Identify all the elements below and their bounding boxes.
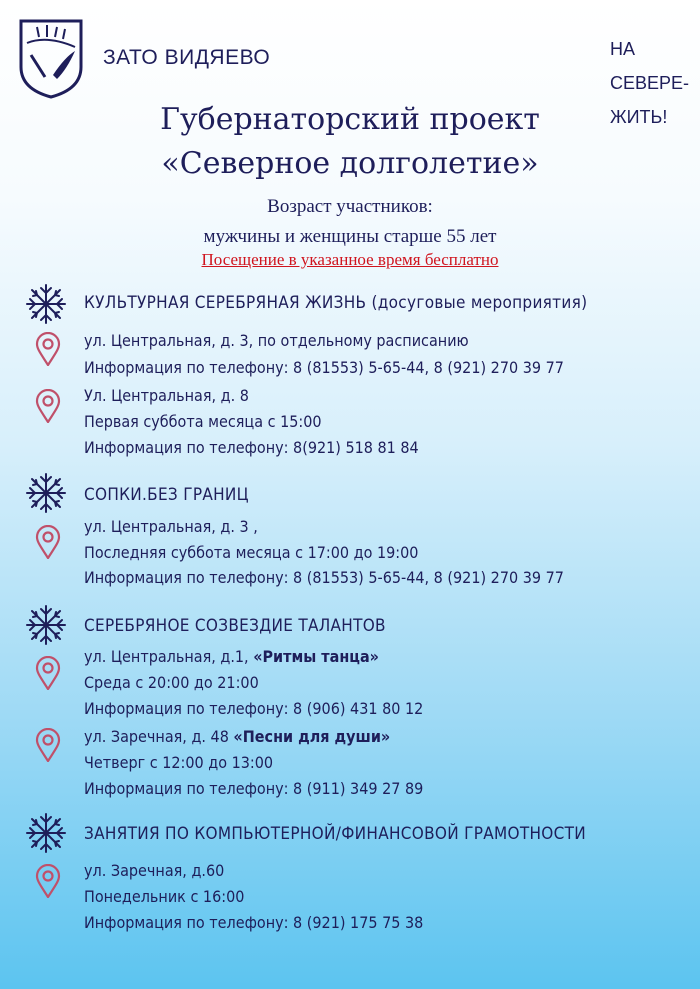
- place-line: Последняя суббота месяца с 17:00 до 19:00: [84, 543, 419, 562]
- slogan-line: ЖИТЬ!: [610, 107, 668, 127]
- place-line: Информация по телефону: 8 (921) 175 75 38: [84, 913, 424, 932]
- place-line: Информация по телефону: 8 (911) 349 27 89: [84, 779, 424, 798]
- place-line: Ул. Центральная, д. 8: [84, 386, 249, 405]
- section-title: ЗАНЯТИЯ ПО КОМПЬЮТЕРНОЙ/ФИНАНСОВОЙ ГРАМОТНОСТИ: [84, 824, 587, 844]
- place-address: ул. Заречная, д. 48 «Песни для души»: [84, 727, 391, 746]
- location-pin-icon: [35, 864, 61, 898]
- place-line: ул. Центральная, д. 3 ,: [84, 517, 258, 536]
- place-line: Среда с 20:00 до 21:00: [84, 673, 259, 692]
- section-title: СОПКИ.БЕЗ ГРАНИЦ: [84, 485, 249, 505]
- place-line: Информация по телефону: 8(921) 518 81 84: [84, 438, 419, 457]
- place-address: ул. Центральная, д.1, «Ритмы танца»: [84, 647, 379, 666]
- coat-of-arms-icon: [17, 17, 85, 99]
- age-label: Возраст участников:: [267, 196, 433, 217]
- section-title: СЕРЕБРЯНОЕ СОЗВЕЗДИЕ ТАЛАНТОВ: [84, 616, 386, 636]
- place-line: Первая суббота месяца с 15:00: [84, 412, 322, 431]
- snowflake-icon: [25, 283, 67, 325]
- snowflake-icon: [25, 812, 67, 854]
- place-line: Информация по телефону: 8 (81553) 5-65-44, 8 (921) 270 39 77: [84, 568, 564, 587]
- event-name: «Песни для души»: [233, 727, 391, 746]
- free-note: Посещение в указанное время бесплатно: [201, 250, 499, 269]
- project-name: «Северное долголетие»: [161, 146, 539, 181]
- place-line: Понедельник с 16:00: [84, 887, 245, 906]
- organization-name: ЗАТО ВИДЯЕВО: [103, 46, 271, 69]
- section-title: КУЛЬТУРНАЯ СЕРЕБРЯНАЯ ЖИЗНЬ (досуговые мероприятия): [84, 293, 588, 313]
- place-line: ул. Заречная, д.60: [84, 861, 225, 880]
- place-line: ул. Центральная, д. 3, по отдельному расписанию: [84, 331, 469, 350]
- location-pin-icon: [35, 525, 61, 559]
- location-pin-icon: [35, 332, 61, 366]
- page-title: Губернаторский проект: [160, 102, 540, 137]
- event-name: «Ритмы танца»: [253, 647, 379, 666]
- slogan-line: НА: [610, 39, 636, 59]
- location-pin-icon: [35, 389, 61, 423]
- slogan-line: СЕВЕРЕ-: [610, 73, 690, 93]
- location-pin-icon: [35, 728, 61, 762]
- place-line: Информация по телефону: 8 (81553) 5-65-44, 8 (921) 270 39 77: [84, 358, 564, 377]
- location-pin-icon: [35, 656, 61, 690]
- snowflake-icon: [25, 604, 67, 646]
- place-line: Четверг с 12:00 до 13:00: [84, 753, 274, 772]
- place-line: Информация по телефону: 8 (906) 431 80 12: [84, 699, 424, 718]
- snowflake-icon: [25, 472, 67, 514]
- age-value: мужчины и женщины старше 55 лет: [203, 226, 497, 247]
